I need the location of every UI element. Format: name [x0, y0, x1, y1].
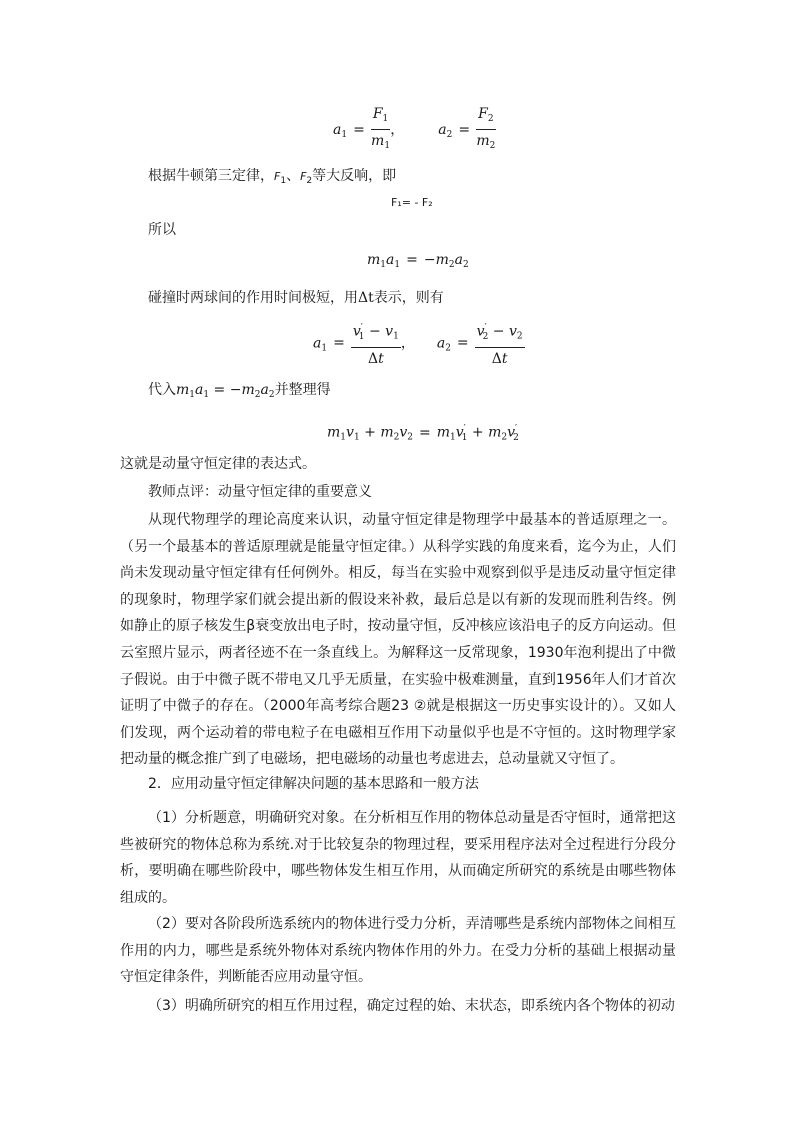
newton-third-law-line: 根据牛顿第三定律，$F_1$、$F_2$等大反响，即 — [148, 168, 397, 186]
paragraph-significance: 从现代物理学的理论高度来认识，动量守恒定律是物理学中最基本的普适原理之一。（另一个最基本的普适原理就是能量守恒定律。）从科学实践的角度来看，迄今为止，人们尚未发现动量守恒定律有任何例外。相反，每当在实验中观察到似乎是违反动量守恒定律的现象时，物理学家们就会提出新的假设来补救，最后总是以有新的发现而胜利告终。例如静止的原子核发生β衰变放出电子时，按动量守恒，反冲核应该沿电子的反方向运动。但云室照片显示，两者径迹不在一条直线上。为解释这一反常现象，1930年泡利提出了中微子假说。由于中微子既不带电又几乎无质量，在实验中极难测量，直到1956年人们才首次证明了中微子的存在。（2000年高考综合题23 ②就是根据这一历史事实设计的）。又如人们发现，两个运动着的带电粒子在电磁相互作用下动量似乎也是不守恒的。这时物理学家把动量的概念推广到了电磁场，把电磁场的动量也考虑进去，总动量就又守恒了。 — [120, 512, 676, 768]
equation-conservation: $m_1v_1 + m_2v_2 = m_1v'_1 + m_2v'_2$ — [327, 424, 519, 443]
teacher-comment: 教师点评：动量守恒定律的重要意义 — [148, 484, 372, 500]
equation-acceleration: $a_1$ = $\frac{F_1}{m_1}$ ， $a_2$ = $\frac{F_2}{m_2}$ — [333, 106, 496, 151]
equation-acc-velocity: $a_1$ = $\frac{v'_1 - v_1}{\Delta t}$ ， $a_2$ = $\frac{v'_2 - v_2}{\Delta t}$ — [313, 320, 525, 367]
equation-force-balance: F₁= - F₂ — [391, 196, 433, 209]
equation-momentum-acc: $m_1a_1 = -m_2a_2$ — [367, 252, 469, 270]
step-1-paragraph: （1）分析题意，明确研究对象。在分析相互作用的物体总动量是否守恒时，通常把这些被研究的物体总称为系统.对于比较复杂的物理过程，要采用程序法对全过程进行分段分析，要明确在哪些阶段中，哪些物体发生相互作用，从而确定所研究的系统是由哪些物体组成的。 — [120, 810, 676, 906]
collision-line: 碰撞时两球间的作用时间极短，用Δt表示，则有 — [148, 290, 444, 306]
equal-opposite-text: 等大反响，即 — [312, 168, 397, 184]
newton-text: 根据牛顿第三定律， — [148, 168, 274, 184]
step-3-paragraph: （3）明确所研究的相互作用过程，确定过程的始、末状态，即系统内各个物体的初动 — [148, 998, 675, 1014]
substitute-line: 代入$m_1a_1 = -m_2a_2$并整理得 — [148, 382, 331, 400]
suoyi-text: 所以 — [148, 222, 176, 238]
expression-line: 这就是动量守恒定律的表达式。 — [120, 456, 316, 472]
step-2-paragraph: （2）要对各阶段所选系统内的物体进行受力分析，弄清哪些是系统内部物体之间相互作用的内力，哪些是系统外物体对系统内物体作用的外力。在受力分析的基础上根据动量守恒定律条件，判断能否应用动量守恒。 — [120, 916, 676, 986]
section-heading-2: 2．应用动量守恒定律解决问题的基本思路和一般方法 — [148, 776, 479, 792]
